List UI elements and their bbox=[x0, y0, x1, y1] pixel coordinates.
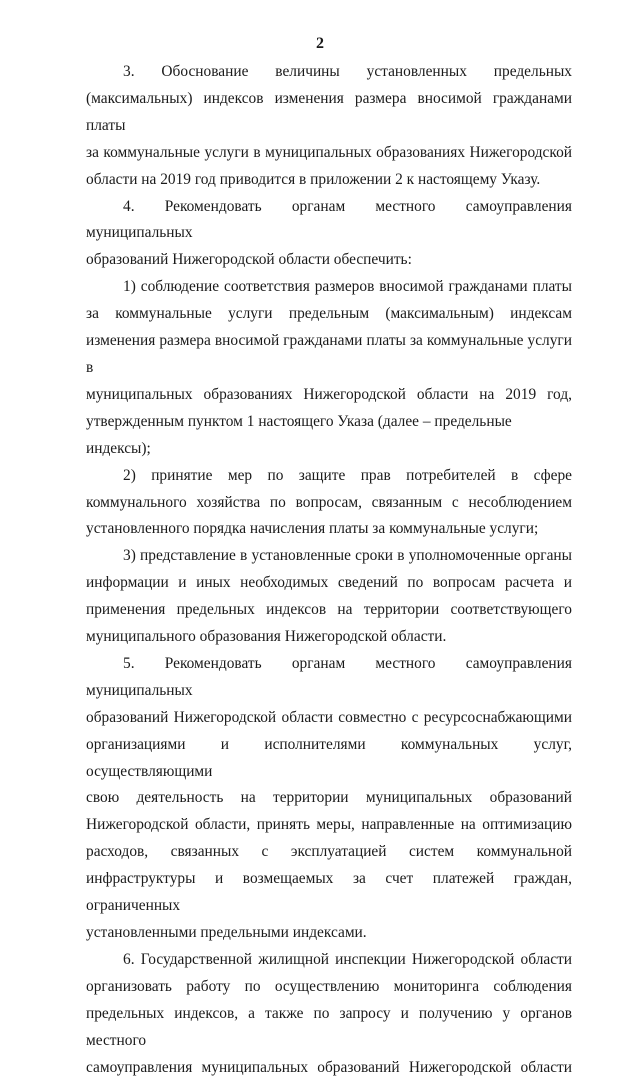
paragraph-line: утвержденным пунктом 1 настоящего Указа (далее – предельные индексы); bbox=[86, 412, 512, 457]
paragraph-line: установленного порядка начисления платы за коммунальные услуги; bbox=[86, 520, 539, 538]
paragraph-4-3 bbox=[86, 543, 572, 651]
paragraph-line: муниципальных образованиях Нижегородской области на 2019 год, bbox=[86, 385, 572, 403]
page-number: 2 bbox=[316, 35, 324, 52]
paragraph-4-1 bbox=[86, 274, 572, 462]
paragraph-line: расходов, связанных с эксплуатацией систем коммунальной bbox=[86, 843, 572, 861]
paragraph-5 bbox=[86, 651, 572, 947]
paragraph-line: применения предельных индексов на территории соответствующего bbox=[86, 601, 572, 619]
paragraph-line: инфраструктуры и возмещаемых за счет платежей граждан, ограниченных bbox=[86, 870, 572, 915]
paragraph-line: изменения размера вносимой гражданами платы за коммунальные услуги в bbox=[86, 332, 572, 376]
paragraph-line: предельных индексов, а также по запросу и получению у органов местного bbox=[86, 1004, 572, 1049]
paragraph-line: Нижегородской области, принять меры, направленные на оптимизацию bbox=[86, 816, 572, 834]
paragraph-line: за коммунальные услуги в муниципальных образованиях Нижегородской bbox=[86, 143, 572, 161]
paragraph-line: 4. Рекомендовать органам местного самоуправления муниципальных bbox=[86, 197, 572, 242]
paragraph-line: за коммунальные услуги предельным (максимальным) индексам bbox=[86, 305, 572, 323]
paragraph-line: организациями и исполнителями коммунальных услуг, осуществляющими bbox=[86, 735, 572, 780]
paragraph-4-2 bbox=[86, 463, 572, 544]
paragraph-3 bbox=[86, 59, 572, 194]
paragraph-6 bbox=[86, 947, 572, 1081]
paragraph-line: 3) представление в установленные сроки в уполномоченные органы bbox=[123, 547, 572, 565]
paragraph-line: (максимальных) индексов изменения размера вносимой гражданами платы bbox=[86, 89, 572, 134]
document-body bbox=[86, 59, 572, 1081]
paragraph-line: свою деятельность на территории муниципальных образований bbox=[86, 789, 572, 807]
paragraph-line: образований Нижегородской области совместно с ресурсоснабжающими bbox=[86, 708, 572, 726]
paragraph-line: муниципального образования Нижегородской области. bbox=[86, 628, 447, 646]
paragraph-line: информации и иных необходимых сведений по вопросам расчета и bbox=[86, 574, 572, 592]
paragraph-line: самоуправления муниципальных образований Нижегородской области bbox=[86, 1058, 572, 1076]
paragraph-line: 1) соблюдение соответствия размеров вносимой гражданами платы bbox=[123, 278, 572, 296]
paragraph-line: образований Нижегородской области обеспечить: bbox=[86, 251, 412, 269]
paragraph-line: области на 2019 год приводится в приложении 2 к настоящему Указу. bbox=[86, 170, 541, 188]
paragraph-line: установленными предельными индексами. bbox=[86, 924, 367, 941]
paragraph-4 bbox=[86, 194, 572, 275]
paragraph-line: 5. Рекомендовать органам местного самоуправления муниципальных bbox=[86, 654, 572, 699]
paragraph-line: 6. Государственной жилищной инспекции Нижегородской области bbox=[123, 950, 572, 968]
paragraph-line: 2) принятие мер по защите прав потребителей в сфере bbox=[123, 466, 572, 484]
paragraph-line: коммунального хозяйства по вопросам, связанным с несоблюдением bbox=[86, 493, 572, 511]
paragraph-line: организовать работу по осуществлению мониторинга соблюдения bbox=[86, 977, 572, 995]
paragraph-line: 3. Обоснование величины установленных предельных bbox=[123, 63, 572, 80]
